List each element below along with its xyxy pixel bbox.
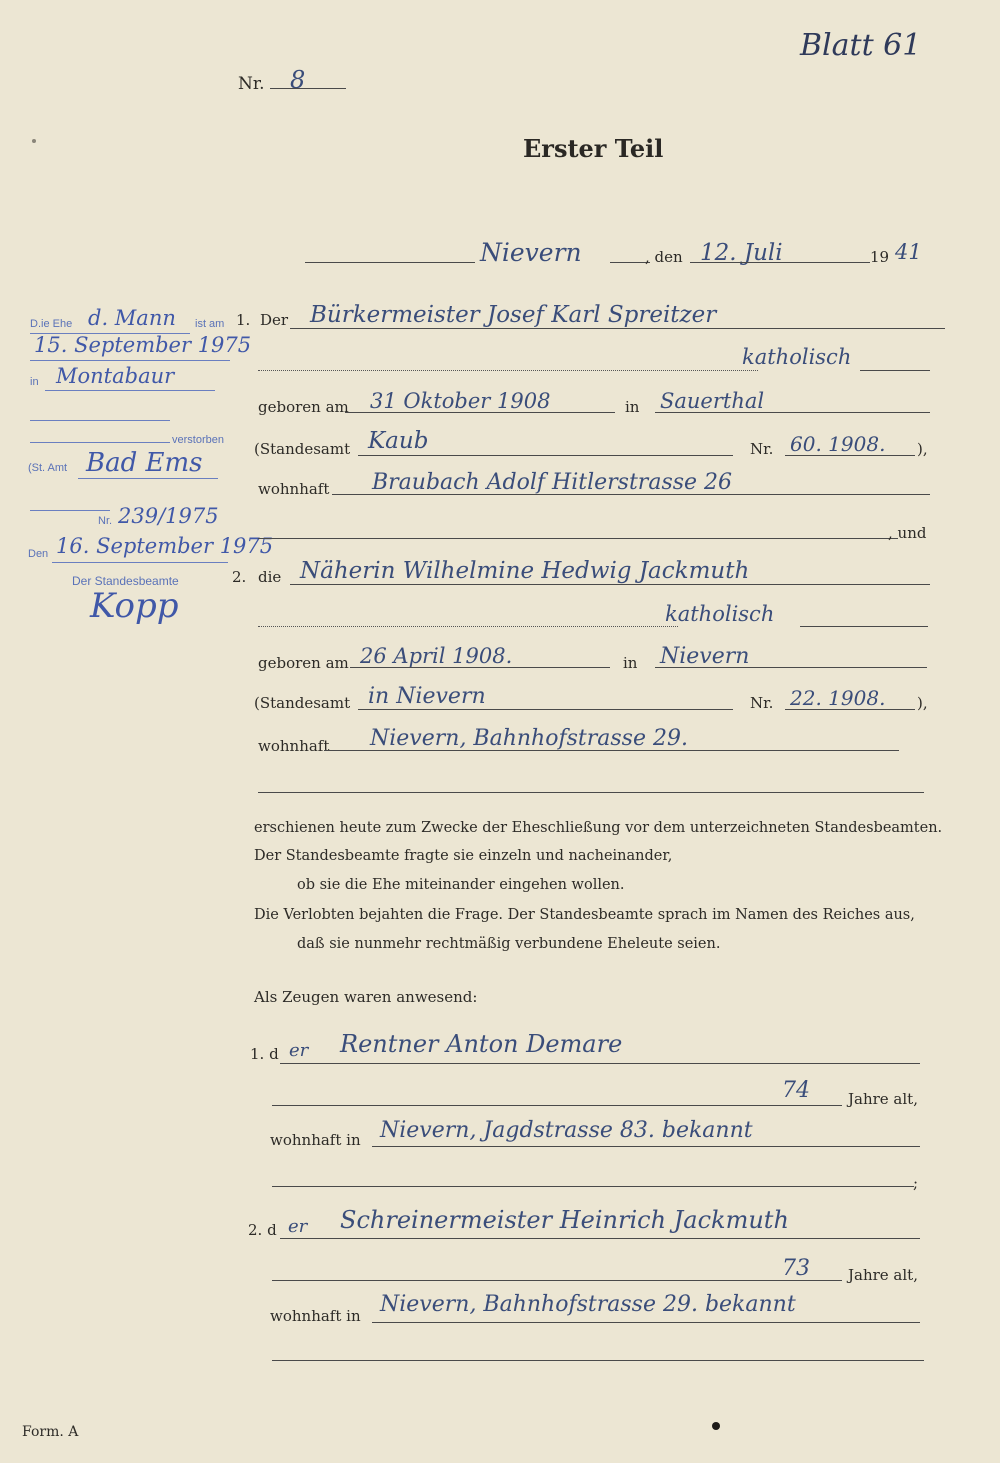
bride-born-date-line bbox=[350, 667, 610, 668]
bride-name-line bbox=[290, 584, 930, 585]
form-label: Form. A bbox=[22, 1424, 79, 1440]
groom-registry-label: (Standesamt bbox=[254, 440, 351, 458]
groom-religion: katholisch bbox=[742, 345, 852, 369]
groom-article: Der bbox=[260, 311, 289, 329]
number-value: 8 bbox=[290, 66, 306, 94]
number-underline bbox=[270, 88, 346, 89]
witness1-end: ; bbox=[913, 1174, 919, 1192]
stamp-rule-2 bbox=[30, 360, 230, 361]
body-line-1: erschienen heute zum Zwecke der Eheschließung vor dem unterzeichneten Standesbeamten. bbox=[254, 820, 943, 836]
groom-name: Bürkermeister Josef Karl Spreitzer bbox=[310, 302, 717, 328]
place-line-right bbox=[610, 262, 650, 263]
groom-born-place: Sauerthal bbox=[660, 389, 765, 413]
groom-born-date-line bbox=[345, 412, 615, 413]
groom-born-label: geboren am bbox=[258, 398, 349, 416]
stamp-nr-hand: 239/1975 bbox=[118, 504, 219, 528]
witness1-age-label: Jahre alt, bbox=[848, 1090, 918, 1108]
groom-name-line bbox=[290, 328, 945, 329]
stamp-line5-prefix: (St. Amt bbox=[28, 462, 68, 474]
day-month-value: 12. Juli bbox=[700, 240, 783, 266]
bride-registry: in Nievern bbox=[368, 684, 486, 709]
stamp-rule-3 bbox=[45, 390, 215, 391]
witness2-index: 2. d bbox=[248, 1221, 277, 1239]
groom-residence: Braubach Adolf Hitlerstrasse 26 bbox=[372, 470, 733, 495]
stamp-line2: 15. September 1975 bbox=[34, 333, 252, 357]
witness1-name: Rentner Anton Demare bbox=[340, 1030, 623, 1058]
groom-residence-line bbox=[332, 494, 930, 495]
witness1-index: 1. d bbox=[250, 1045, 279, 1063]
place-line-left bbox=[305, 262, 475, 263]
groom-und: , und bbox=[888, 524, 927, 542]
stamp-rule-4 bbox=[30, 420, 170, 421]
bride-nr-label: Nr. bbox=[750, 694, 774, 712]
bride-name: Näherin Wilhelmine Hedwig Jackmuth bbox=[300, 558, 750, 584]
witness1-residence-label: wohnhaft in bbox=[270, 1131, 361, 1149]
groom-born-date: 31 Oktober 1908 bbox=[370, 389, 551, 413]
stamp-line3-hand: Montabaur bbox=[56, 364, 175, 388]
witness2-residence-line bbox=[372, 1322, 920, 1323]
groom-in-label: in bbox=[625, 398, 640, 416]
groom-close: ), bbox=[917, 440, 928, 458]
groom-blank-line bbox=[258, 538, 898, 539]
bride-religion-end bbox=[800, 626, 928, 627]
witness2-name: Schreinermeister Heinrich Jackmuth bbox=[340, 1206, 789, 1234]
number-label: Nr. bbox=[238, 74, 265, 94]
witness2-article: er bbox=[288, 1216, 308, 1237]
groom-born-place-line bbox=[655, 412, 930, 413]
bride-article: die bbox=[258, 568, 282, 586]
bride-residence-label: wohnhaft bbox=[258, 737, 330, 755]
groom-nr-value: 60. 1908. bbox=[790, 432, 886, 456]
year-suffix: 41 bbox=[895, 240, 922, 264]
bride-registry-line bbox=[358, 709, 733, 710]
bride-blank-line bbox=[258, 792, 924, 793]
stamp-line1-prefix: D.ie Ehe bbox=[30, 318, 73, 330]
den-label: , den bbox=[645, 248, 683, 266]
bride-born-label: geboren am bbox=[258, 654, 349, 672]
bride-in-label: in bbox=[623, 654, 638, 672]
witness2-age: 73 bbox=[782, 1256, 810, 1281]
body-line-2: Der Standesbeamte fragte sie einzeln und nacheinander, bbox=[254, 848, 673, 864]
stamp-line5-hand: Bad Ems bbox=[86, 448, 203, 478]
dust-mark bbox=[32, 139, 36, 143]
year-prefix: 19 bbox=[870, 248, 890, 266]
groom-registry-line bbox=[358, 455, 733, 456]
bride-nr-value: 22. 1908. bbox=[790, 686, 886, 710]
body-line-3: ob sie die Ehe miteinander eingehen wollen. bbox=[297, 877, 625, 893]
bride-residence-line bbox=[324, 750, 899, 751]
stamp-line1-suffix: ist am bbox=[195, 318, 225, 330]
stamp-verstorben: verstorben bbox=[172, 434, 224, 446]
witness1-age: 74 bbox=[782, 1078, 810, 1103]
witness2-residence-label: wohnhaft in bbox=[270, 1307, 361, 1325]
bride-born-place: Nievern bbox=[660, 644, 750, 669]
witness2-blank-line bbox=[272, 1360, 924, 1361]
bride-religion: katholisch bbox=[665, 602, 775, 626]
groom-nr-line bbox=[785, 455, 915, 456]
witness2-name-line bbox=[280, 1238, 920, 1239]
groom-religion-end bbox=[860, 370, 930, 371]
stamp-rule-6 bbox=[78, 478, 218, 479]
bride-index: 2. bbox=[232, 568, 247, 586]
punch-mark bbox=[712, 1422, 720, 1430]
body-line-4: Die Verlobten bejahten die Frage. Der Standesbeamte sprach im Namen des Reiches aus, bbox=[254, 907, 915, 923]
witness-header: Als Zeugen waren anwesend: bbox=[254, 988, 478, 1006]
stamp-signature: Kopp bbox=[90, 586, 179, 626]
sheet-note: Blatt 61 bbox=[800, 28, 922, 63]
body-line-5: daß sie nunmehr rechtmäßig verbundene Eheleute seien. bbox=[297, 936, 721, 952]
place-value: Nievern bbox=[480, 238, 582, 267]
stamp-line1-hand: d. Mann bbox=[88, 306, 176, 330]
groom-index: 1. bbox=[236, 311, 251, 329]
witness1-residence: Nievern, Jagdstrasse 83. bekannt bbox=[380, 1118, 753, 1143]
groom-registry: Kaub bbox=[368, 428, 429, 454]
stamp-den-hand: 16. September 1975 bbox=[56, 534, 274, 558]
stamp-nr-prefix: Nr. bbox=[98, 515, 113, 527]
bride-close: ), bbox=[917, 694, 928, 712]
witness1-article: er bbox=[289, 1040, 309, 1061]
witness1-residence-line bbox=[372, 1146, 920, 1147]
bride-residence: Nievern, Bahnhofstrasse 29. bbox=[370, 726, 688, 751]
stamp-rule-5 bbox=[30, 442, 170, 443]
bride-born-date: 26 April 1908. bbox=[360, 644, 513, 668]
groom-religion-line bbox=[258, 370, 758, 371]
page-title: Erster Teil bbox=[523, 134, 664, 163]
witness1-blank-line bbox=[272, 1186, 914, 1187]
bride-born-place-line bbox=[655, 667, 927, 668]
bride-nr-line bbox=[785, 709, 915, 710]
groom-nr-label: Nr. bbox=[750, 440, 774, 458]
date-line bbox=[690, 262, 870, 263]
witness2-residence: Nievern, Bahnhofstrasse 29. bekannt bbox=[380, 1292, 796, 1317]
witness2-age-label: Jahre alt, bbox=[848, 1266, 918, 1284]
bride-religion-line bbox=[258, 626, 678, 627]
bride-registry-label: (Standesamt bbox=[254, 694, 351, 712]
stamp-line3-prefix: in bbox=[30, 376, 39, 388]
stamp-rule-7 bbox=[30, 510, 110, 511]
groom-residence-label: wohnhaft bbox=[258, 480, 330, 498]
stamp-footer: Der Standesbeamte bbox=[72, 574, 179, 588]
witness1-age-line bbox=[272, 1105, 842, 1106]
stamp-den-prefix: Den bbox=[28, 548, 49, 560]
stamp-rule-8 bbox=[52, 562, 228, 563]
witness1-name-line bbox=[280, 1063, 920, 1064]
witness2-age-line bbox=[272, 1280, 842, 1281]
